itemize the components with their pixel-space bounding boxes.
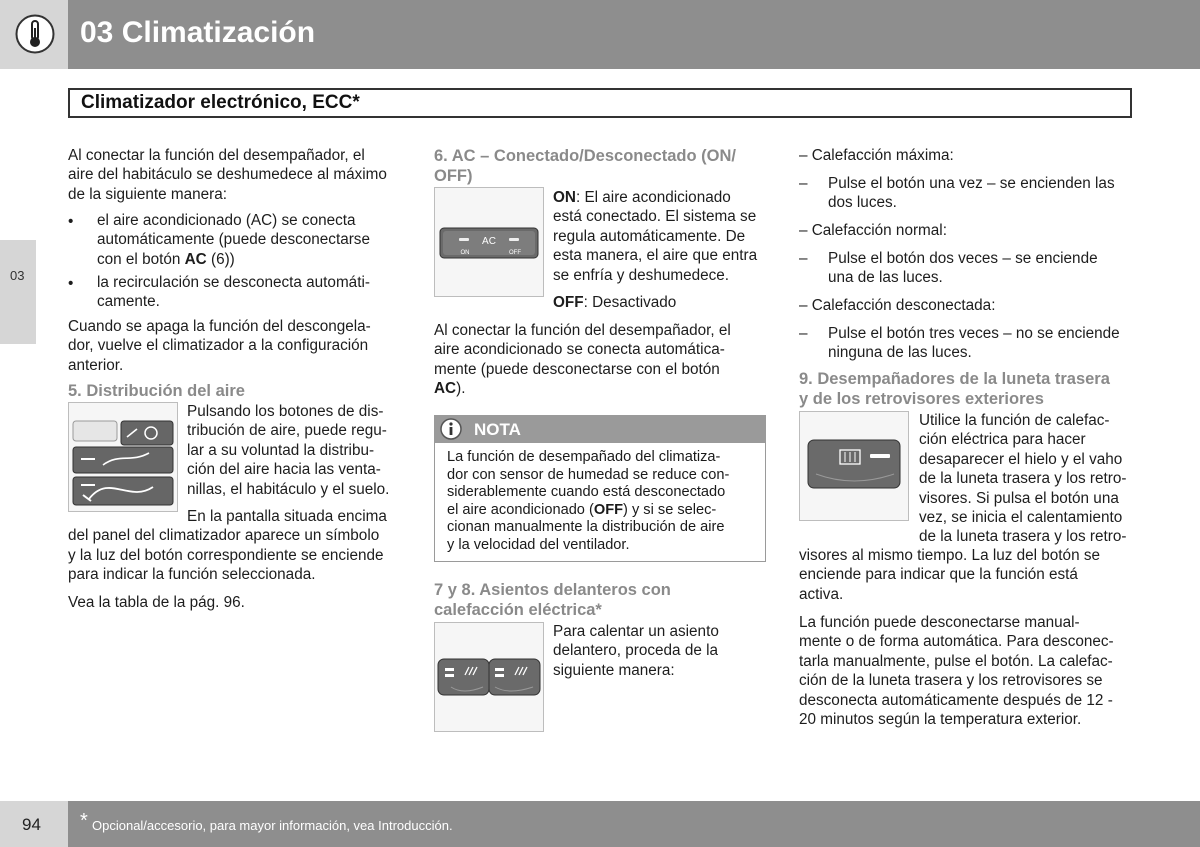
heading-heated-seats: 7 y 8. Asientos delanteros con calefacción eléctrica* [434,581,671,619]
svg-text:ON: ON [460,250,470,256]
bullet-dot: • [68,213,74,230]
off-heat-label: – Calefacción desconectada: [799,297,996,314]
air-distribution-panel-icon [69,403,177,511]
heated-seats-buttons-icon [435,623,543,731]
off-heat-instruction: Pulse el botón tres veces – no se enciende ninguna de las luces. [828,325,1120,362]
note-label: NOTA [474,420,521,439]
rear-defroster-text-continued: visores al mismo tiempo. La luz del botón se enciende para indicar que la función está activa. [799,547,1100,603]
thermometer-icon [15,14,55,54]
section-title: Climatizador electrónico, ECC* [81,92,360,113]
ac-off-description: OFF: Desactivado [553,294,677,311]
normal-heat-instruction: Pulse el botón dos veces – se enciende una de las luces. [828,250,1098,287]
heading-rear-defroster: 9. Desempañadores de la luneta trasera y de los retrovisores exteriores [799,370,1110,408]
dash: – [799,175,808,192]
heading-ac: 6. AC – Conectado/Desconectado (ON/ OFF) [434,147,736,185]
col1-paragraph-3: En la pantalla situada encima del panel del climatizador aparece un símbolo y la luz del botón correspondiente se enciende para indicar la función seleccionada. [68,508,387,584]
svg-text:OFF: OFF [509,250,521,256]
footnote-star: * [80,810,88,832]
bullet-dot: • [68,275,74,292]
ac-button-figure [434,187,544,297]
air-distribution-figure [68,402,178,512]
ac-on-description: ON: El aire acondicionado está conectado. El sistema se regula automáticamente. De esta manera, el aire que entra se enfría y deshumedece. [553,189,758,284]
air-distribution-text: Pulsando los botones de dis- tribución de aire, puede regu- lar a su voluntad la distribu- ción del aire hacia las venta- nillas, el habitáculo y el suelo. [187,403,390,498]
chapter-side-tab-label: 03 [10,268,25,283]
col1-bullet-1: el aire acondicionado (AC) se conecta automáticamente (puede desconectarse con el botón AC (6)) [97,212,370,268]
ac-button-icon [435,188,543,296]
normal-heat-label: – Calefacción normal: [799,222,947,239]
chapter-side-tab [0,240,36,344]
svg-text:AC: AC [482,236,496,247]
max-heat-instruction: Pulse el botón una vez – se encienden las dos luces. [828,175,1115,212]
heated-seats-figure [434,622,544,732]
col1-intro: Al conectar la función del desempañador, el aire del habitáculo se deshumedece al máximo de la siguiente manera: [68,147,387,203]
col2-paragraph: Al conectar la función del desempañador, el aire acondicionado se conecta automática- mente (puede desconectarse con el botón AC). [434,322,731,398]
page-number: 94 [22,815,41,834]
note-text: La función de desempañado del climatiza- dor con sensor de humedad se reduce con- siderablemente cuando está desconectado el aire acondicionado (OFF) y si se selec- cionan manualmente la distribución de aire y la velocidad del ventilador. [447,449,730,553]
footnote: Opcional/accesorio, para mayor información, vea Introducción. [92,818,453,833]
heated-seats-text: Para calentar un asiento delantero, proceda de la siguiente manera: [553,623,719,679]
col1-bullet-2: la recirculación se desconecta automáti- camente. [97,274,370,311]
dash: – [799,250,808,267]
col1-paragraph-4: Vea la tabla de la pág. 96. [68,594,245,611]
dash: – [799,325,808,342]
rear-defroster-figure [799,411,909,521]
max-heat-label: – Calefacción máxima: [799,147,954,164]
rear-defroster-paragraph: La función puede desconectarse manual- mente o de forma automática. Para desconec- tarla manualmente, pulse el botón. La calefac- ción de la luneta trasera y los retrovisores se desconecta automáticamente después de 12 - 20 minutos según la temperatura exterior. [799,614,1114,729]
rear-defroster-text: Utilice la función de calefac- ción eléctrica para hacer desaparecer el hielo y el vaho de la luneta trasera y los retro- visores. Si pulsa el botón una vez, se inicia el calentamiento de la luneta trasera y los retro- [919,412,1127,546]
info-icon [440,418,462,440]
heading-air-distribution: 5. Distribución del aire [68,382,245,400]
col1-paragraph-2: Cuando se apaga la función del descongela- dor, vuelve el climatizador a la configuración anterior. [68,318,371,374]
chapter-title: 03 Climatización [80,16,316,49]
rear-defroster-button-icon [800,412,908,520]
